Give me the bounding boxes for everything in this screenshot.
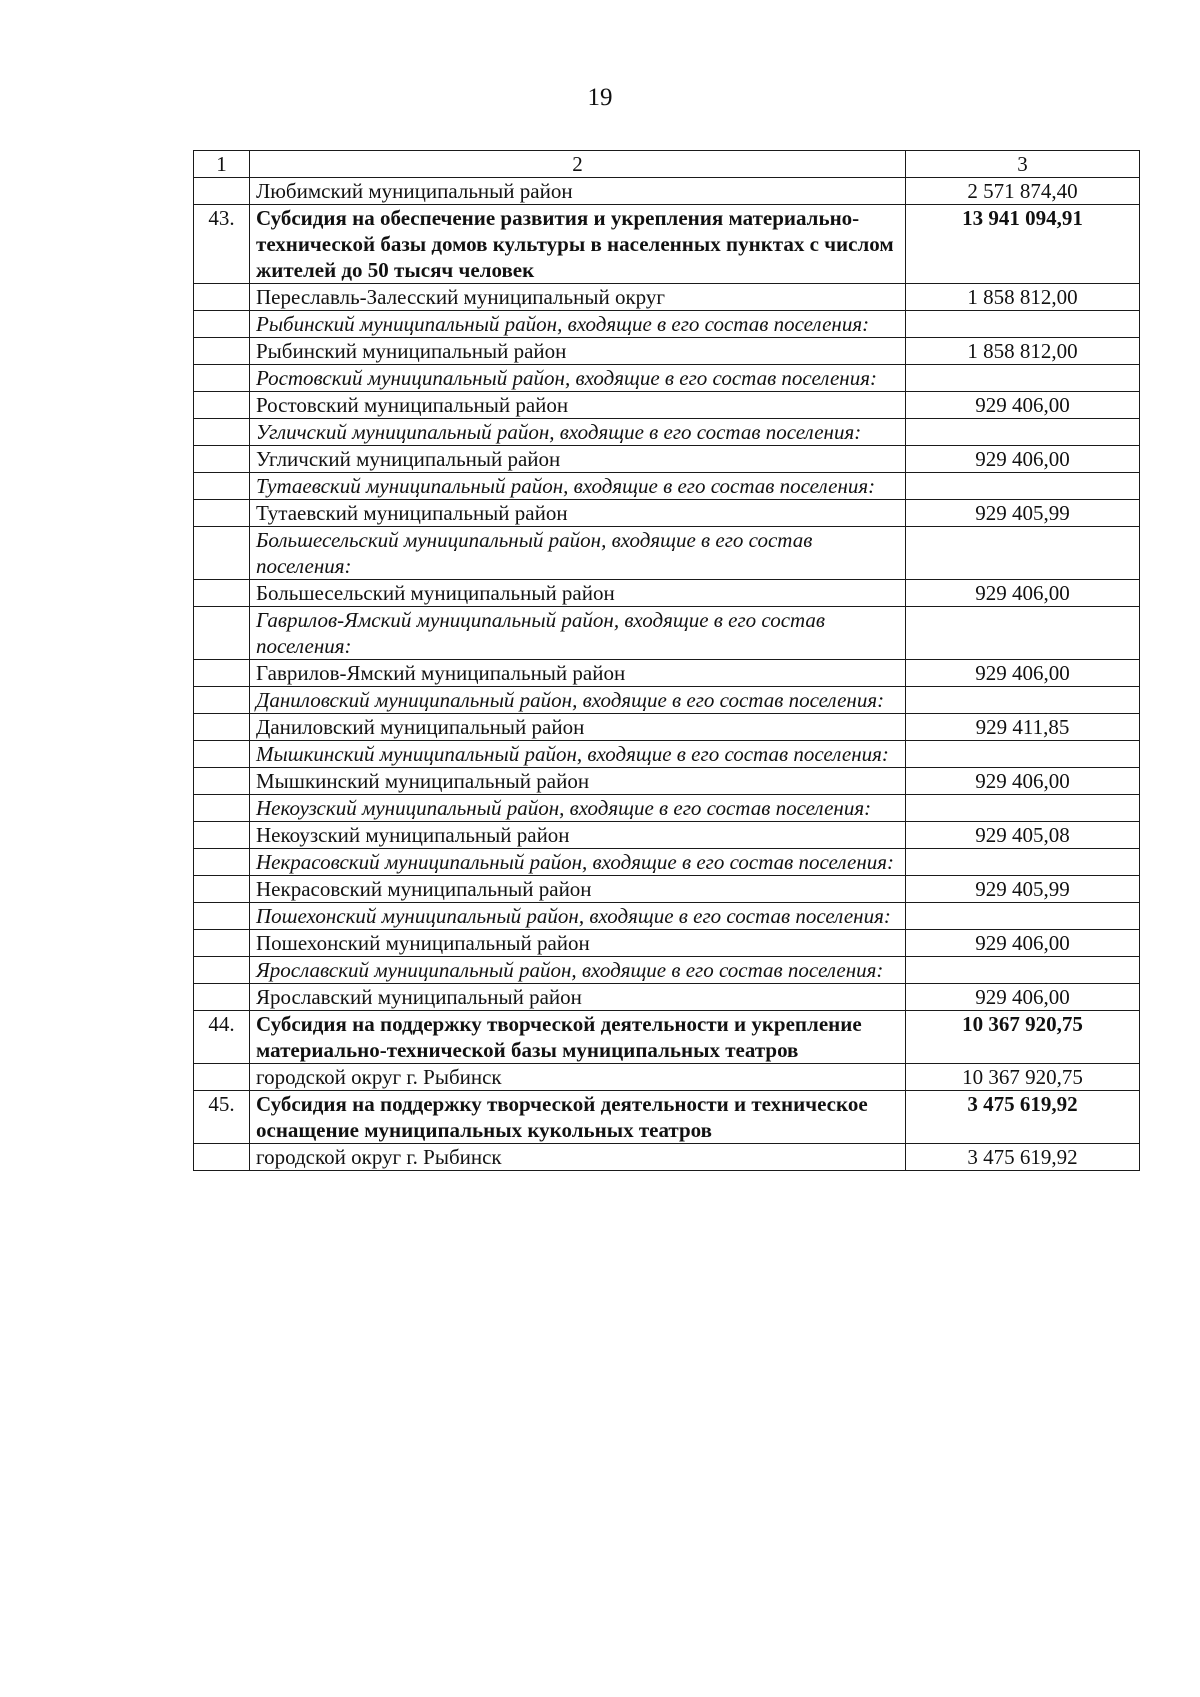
row-amount: [906, 473, 1140, 500]
row-name: Рыбинский муниципальный район, входящие в его состав поселения:: [250, 311, 906, 338]
row-name: Угличский муниципальный район: [250, 446, 906, 473]
row-number: 45.: [194, 1091, 250, 1144]
row-amount: [906, 607, 1140, 660]
subsidy-table: [193, 150, 1140, 1171]
row-number: [194, 822, 250, 849]
row-amount: [906, 957, 1140, 984]
row-name: Рыбинский муниципальный район: [250, 338, 906, 365]
row-name: Пошехонский муниципальный район: [250, 930, 906, 957]
row-number: [194, 580, 250, 607]
subsidy-total: 13 941 094,91: [906, 205, 1140, 284]
row-amount: [906, 311, 1140, 338]
row-number: [194, 768, 250, 795]
table-row: [194, 500, 1140, 527]
row-number: [194, 795, 250, 822]
table-row: [194, 876, 1140, 903]
row-name: Даниловский муниципальный район, входящие в его состав поселения:: [250, 687, 906, 714]
table-row: [194, 984, 1140, 1011]
row-amount: 2 571 874,40: [906, 178, 1140, 205]
row-number: [194, 365, 250, 392]
group-heading-row: [194, 311, 1140, 338]
row-name: Некрасовский муниципальный район: [250, 876, 906, 903]
row-amount: [906, 527, 1140, 580]
row-name: Большесельский муниципальный район: [250, 580, 906, 607]
row-name: Любимский муниципальный район: [250, 178, 906, 205]
subsidy-title: Субсидия на поддержку творческой деятельности и укрепление материально-технической базы муниципальных театров: [250, 1011, 906, 1064]
subsidy-title: Субсидия на обеспечение развития и укрепления материально-технической базы домов культуры в населенных пунктах с числом жителей до 50 тысяч человек: [250, 205, 906, 284]
row-amount: [906, 903, 1140, 930]
row-name: Тутаевский муниципальный район: [250, 500, 906, 527]
row-number: [194, 338, 250, 365]
row-name: Ростовский муниципальный район, входящие в его состав поселения:: [250, 365, 906, 392]
table-row: [194, 392, 1140, 419]
row-amount: 10 367 920,75: [906, 1064, 1140, 1091]
group-heading-row: [194, 527, 1140, 580]
row-amount: 1 858 812,00: [906, 338, 1140, 365]
row-name: городской округ г. Рыбинск: [250, 1144, 906, 1171]
row-amount: 929 406,00: [906, 660, 1140, 687]
row-number: [194, 957, 250, 984]
row-amount: [906, 419, 1140, 446]
row-number: [194, 930, 250, 957]
table-row: [194, 822, 1140, 849]
row-amount: 929 406,00: [906, 392, 1140, 419]
group-heading-row: [194, 903, 1140, 930]
row-number: [194, 527, 250, 580]
row-name: Переславль-Залесский муниципальный округ: [250, 284, 906, 311]
row-name: Гаврилов-Ямский муниципальный район: [250, 660, 906, 687]
row-name: Ростовский муниципальный район: [250, 392, 906, 419]
row-number: [194, 714, 250, 741]
row-name: Даниловский муниципальный район: [250, 714, 906, 741]
row-name: Некоузский муниципальный район: [250, 822, 906, 849]
row-name: Мышкинский муниципальный район: [250, 768, 906, 795]
row-amount: 929 406,00: [906, 768, 1140, 795]
row-amount: 3 475 619,92: [906, 1144, 1140, 1171]
header-col-2: 2: [250, 151, 906, 178]
table-row: [194, 660, 1140, 687]
header-col-1: 1: [194, 151, 250, 178]
row-number: [194, 1144, 250, 1171]
row-amount: [906, 795, 1140, 822]
row-name: Некоузский муниципальный район, входящие в его состав поселения:: [250, 795, 906, 822]
row-amount: 929 405,08: [906, 822, 1140, 849]
row-amount: 929 406,00: [906, 984, 1140, 1011]
row-amount: [906, 849, 1140, 876]
row-number: [194, 903, 250, 930]
row-number: [194, 178, 250, 205]
row-number: [194, 446, 250, 473]
row-number: [194, 392, 250, 419]
row-amount: 929 411,85: [906, 714, 1140, 741]
row-amount: 929 405,99: [906, 500, 1140, 527]
table-row: [194, 580, 1140, 607]
row-number: 43.: [194, 205, 250, 284]
row-name: Ярославский муниципальный район, входящие в его состав поселения:: [250, 957, 906, 984]
row-number: [194, 607, 250, 660]
row-amount: 929 406,00: [906, 446, 1140, 473]
table-body: [194, 151, 1140, 1171]
table-row: [194, 1144, 1140, 1171]
row-number: [194, 419, 250, 446]
row-amount: 1 858 812,00: [906, 284, 1140, 311]
row-number: 44.: [194, 1011, 250, 1064]
group-heading-row: [194, 957, 1140, 984]
group-heading-row: [194, 795, 1140, 822]
row-number: [194, 876, 250, 903]
subsidy-title: Субсидия на поддержку творческой деятельности и техническое оснащение муниципальных кукольных театров: [250, 1091, 906, 1144]
table-row: [194, 284, 1140, 311]
table-row: [194, 446, 1140, 473]
table-row: [194, 714, 1140, 741]
table-row: [194, 768, 1140, 795]
row-number: [194, 849, 250, 876]
table-row: [194, 930, 1140, 957]
row-amount: [906, 365, 1140, 392]
row-number: [194, 984, 250, 1011]
header-col-3: 3: [906, 151, 1140, 178]
row-number: [194, 500, 250, 527]
row-name: Большесельский муниципальный район, входящие в его состав поселения:: [250, 527, 906, 580]
group-heading-row: [194, 419, 1140, 446]
subsidy-row: [194, 205, 1140, 284]
group-heading-row: [194, 607, 1140, 660]
row-name: Ярославский муниципальный район: [250, 984, 906, 1011]
row-amount: 929 405,99: [906, 876, 1140, 903]
row-number: [194, 660, 250, 687]
row-name: Пошехонский муниципальный район, входящие в его состав поселения:: [250, 903, 906, 930]
subsidy-row: [194, 1011, 1140, 1064]
row-number: [194, 284, 250, 311]
subsidy-total: 3 475 619,92: [906, 1091, 1140, 1144]
group-heading-row: [194, 687, 1140, 714]
table-row: [194, 1064, 1140, 1091]
row-number: [194, 1064, 250, 1091]
row-number: [194, 741, 250, 768]
row-name: Некрасовский муниципальный район, входящие в его состав поселения:: [250, 849, 906, 876]
row-amount: [906, 687, 1140, 714]
row-number: [194, 473, 250, 500]
row-number: [194, 687, 250, 714]
group-heading-row: [194, 473, 1140, 500]
row-name: Тутаевский муниципальный район, входящие в его состав поселения:: [250, 473, 906, 500]
group-heading-row: [194, 849, 1140, 876]
page-number: 19: [587, 84, 613, 111]
row-name: Угличский муниципальный район, входящие в его состав поселения:: [250, 419, 906, 446]
group-heading-row: [194, 365, 1140, 392]
group-heading-row: [194, 741, 1140, 768]
subsidy-total: 10 367 920,75: [906, 1011, 1140, 1064]
subsidy-row: [194, 1091, 1140, 1144]
row-name: Гаврилов-Ямский муниципальный район, входящие в его состав поселения:: [250, 607, 906, 660]
row-number: [194, 311, 250, 338]
table-header-row: [194, 151, 1140, 178]
table-row: [194, 338, 1140, 365]
row-name: Мышкинский муниципальный район, входящие в его состав поселения:: [250, 741, 906, 768]
table-row: [194, 178, 1140, 205]
row-amount: 929 406,00: [906, 930, 1140, 957]
row-name: городской округ г. Рыбинск: [250, 1064, 906, 1091]
row-amount: [906, 741, 1140, 768]
row-amount: 929 406,00: [906, 580, 1140, 607]
